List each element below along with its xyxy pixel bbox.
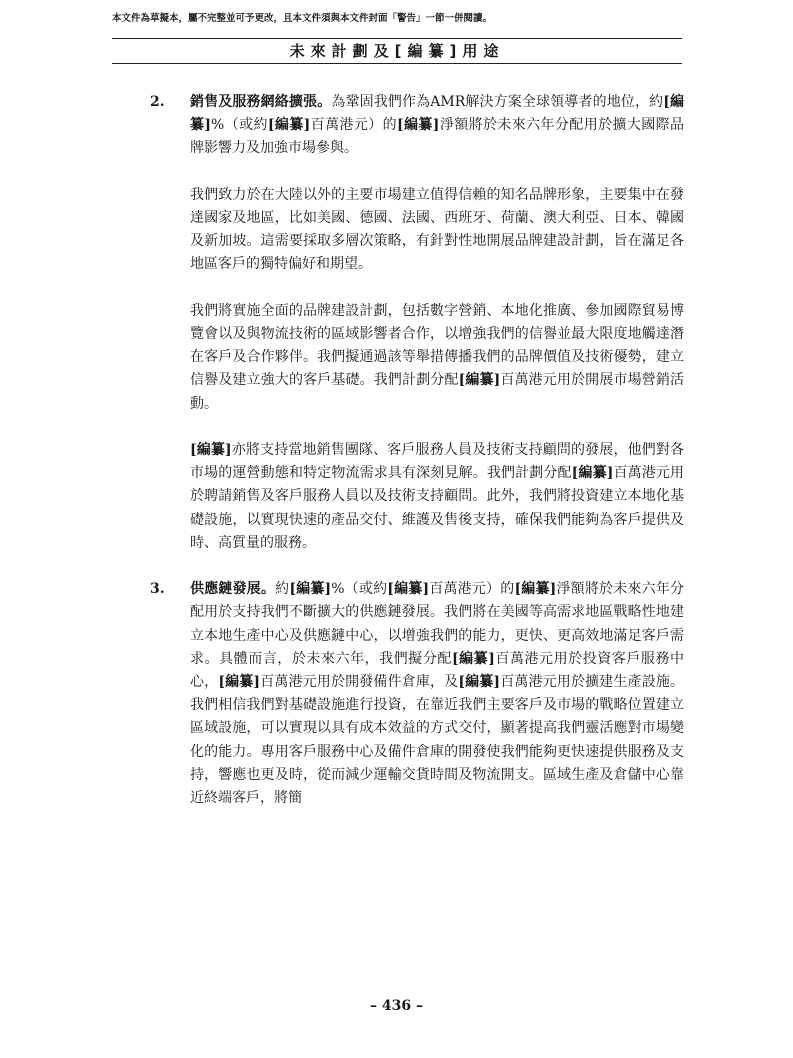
section-intro-text: 為鞏固我們作為AMR解決方案全球領導者的地位，約[編纂]%（或約[編纂]百萬港元）的[編纂]淨額將於未來六年分配用於擴大國際品牌影響力及加強市場參與。 [190, 94, 685, 157]
redacted-placeholder: [編纂] [289, 581, 332, 598]
section-item [150, 578, 684, 810]
body-paragraph: 我們致力於在大陸以外的主要市場建立值得信賴的知名品牌形象，主要集中在發達國家及地區，比如美國、德國、法國、西班牙、荷蘭、澳大利亞、日本、韓國及新加坡。這需要採取多層次策略，有針對性地開展品牌建設計劃，旨在滿足各地區客戶的獨特偏好和期望。 [190, 186, 684, 273]
section-intro-paragraph [190, 578, 684, 810]
redacted-placeholder: [編纂] [514, 581, 557, 598]
draft-warning: 本文件為草擬本，屬不完整並可予更改，且本文件須與本文件封面「警告」一節一併閱讀。 [112, 13, 493, 24]
redacted-placeholder: [編纂] [218, 674, 261, 691]
header-bottom-rule [112, 63, 682, 64]
page-title: 未來計劃及[編纂]用途 [289, 42, 505, 60]
section-number: 2. [150, 94, 165, 110]
redacted-placeholder: [編纂] [458, 372, 501, 389]
redacted-placeholder: [編纂] [267, 117, 311, 134]
section-intro-text: 約[編纂]%（或約[編纂]百萬港元）的[編纂]淨額將於未來六年分配用於支持我們不斷擴大的供應鏈發展。我們將在美國等高需求地區戰略性地建立本地生產中心及供應鏈中心，以增強我們的能力，更快、更高效地滿足客戶需求。具體而言，於未來六年，我們擬分配[編纂]百萬港元用於投資客戶服務中心，[編纂]百萬港元用於開發備件倉庫，及[編纂]百萬港元用於擴建生產設施。我們相信我們對基礎設施進行投資，在靠近我們主要客戶及市場的戰略位置建立區域設施，可以實現以具有成本效益的方式交付，顯著提高我們靈活應對市場變化的能力。專用客戶服務中心及備件倉庫的開發使我們能夠更快速提供服務及支持，響應也更及時，從而減少運輸交貨時間及物流開支。區域生產及倉儲中心靠近終端客戶，將簡 [190, 581, 685, 807]
page-number: – 436 – [370, 998, 423, 1014]
redacted-placeholder: [編纂] [571, 465, 614, 482]
body-paragraph: [編纂]亦將支持當地銷售團隊、客戶服務人員及技術支持顧問的發展，他們對各市場的運營動態和特定物流需求具有深刻見解。我們計劃分配[編纂]百萬港元用於聘請銷售及客戶服務人員以及技術支持顧問。此外，我們將投資建立本地化基礎設施，以實現快速的產品交付、維護及售後支持，確保我們能夠為客戶提供及時、高質量的服務。 [190, 442, 685, 551]
section-intro-paragraph [190, 91, 684, 161]
redacted-placeholder: [編纂] [451, 650, 495, 667]
section-item [150, 91, 684, 555]
redacted-placeholder: [編纂] [190, 442, 232, 458]
document-body [150, 91, 684, 833]
section-number: 3. [150, 581, 165, 598]
redacted-placeholder: [編纂] [190, 94, 684, 134]
redacted-placeholder: [編纂] [397, 117, 440, 134]
section-heading: 銷售及服務網絡擴張。 [190, 94, 332, 110]
redacted-placeholder: [編纂] [387, 581, 430, 598]
header-top-rule [112, 38, 682, 39]
redacted-placeholder: [編纂] [458, 674, 501, 691]
body-paragraph: 我們將實施全面的品牌建設計劃，包括數字營銷、本地化推廣、參加國際貿易博覽會以及與物流技術的區域影響者合作，以增強我們的信譽並最大限度地觸達潛在客戶及合作夥伴。我們擬通過該等舉措傳播我們的品牌價值及技術優勢，建立信譽及建立強大的客戶基礎。我們計劃分配[編纂]百萬港元用於開展市場營銷活動。 [190, 302, 684, 412]
section-heading: 供應鏈發展。 [190, 581, 276, 598]
